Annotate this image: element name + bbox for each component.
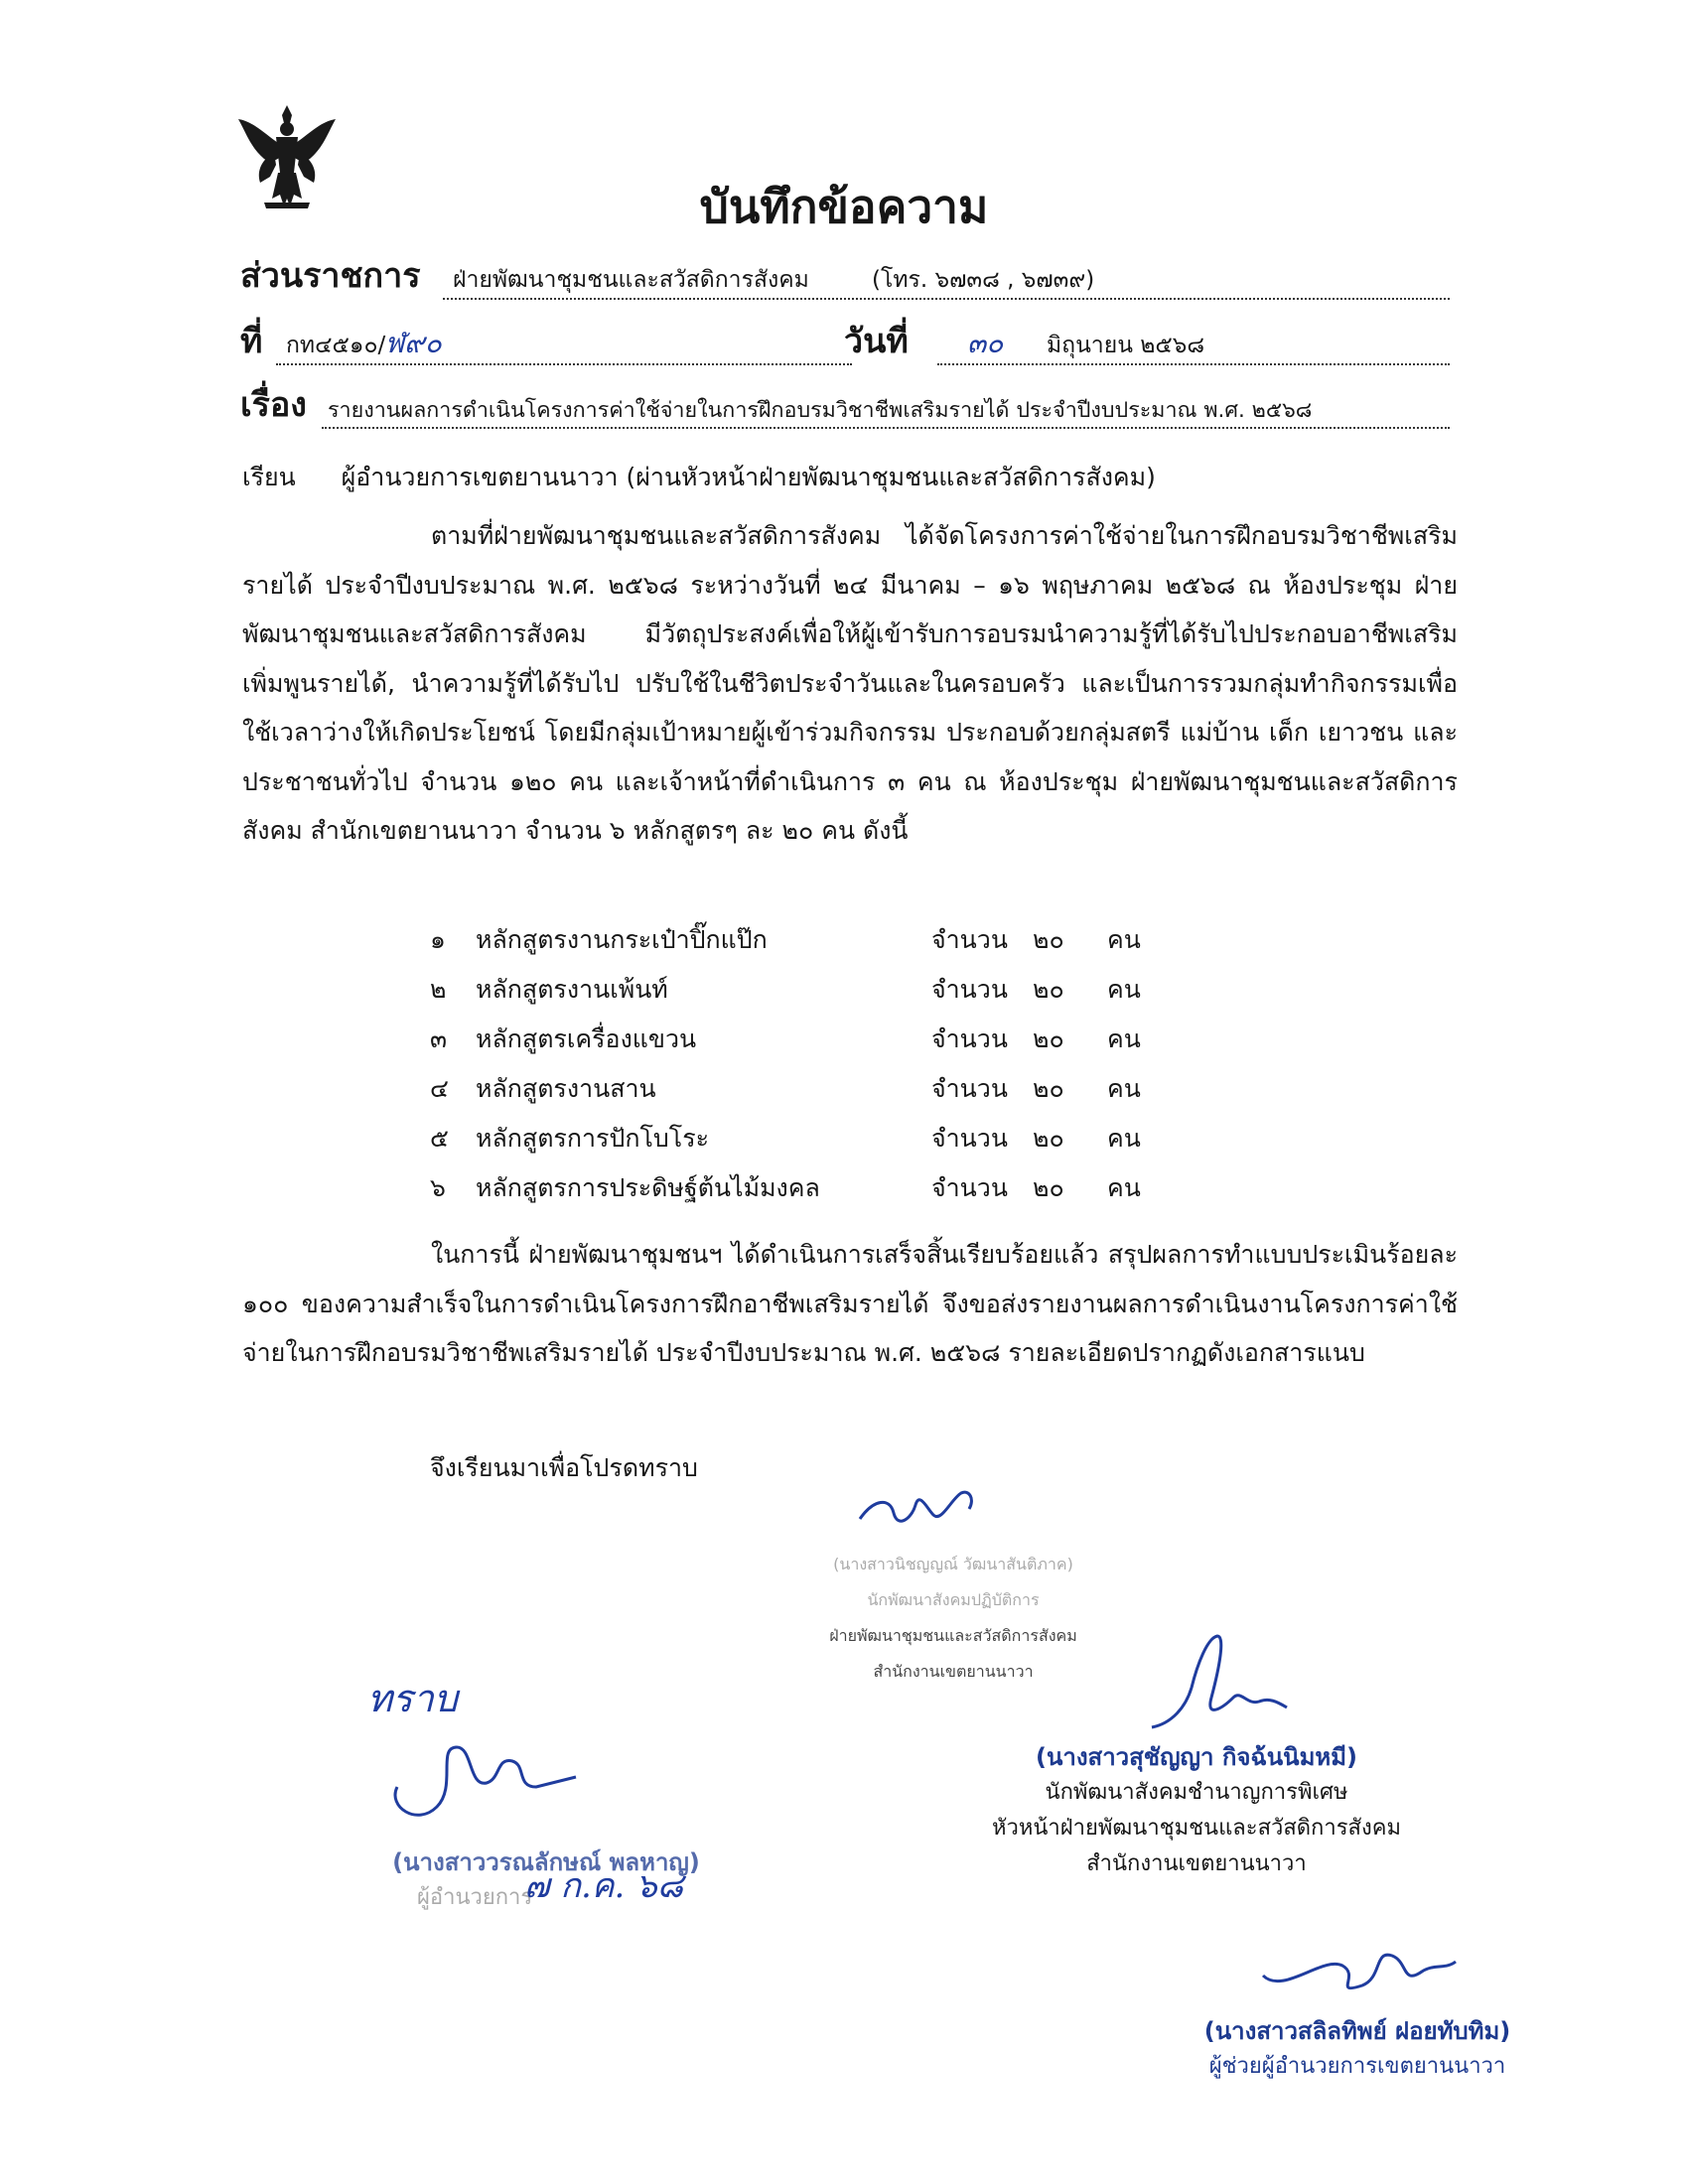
course-count: ๒๐: [1033, 1124, 1064, 1153]
course-row: [430, 1163, 1224, 1213]
course-row: [430, 1114, 1224, 1163]
signatory-4: [1144, 2013, 1571, 2085]
course-no: ๑: [430, 925, 446, 954]
course-unit: คน: [1107, 1074, 1141, 1103]
signatory-3-position: ผู้อำนวยการ: [417, 1885, 533, 1910]
signatory-1-unit: ฝ่ายพัฒนาชุมชนและสวัสดิการสังคม: [829, 1626, 1077, 1645]
signature-3: [377, 1727, 586, 1837]
course-count: ๒๐: [1033, 1173, 1064, 1202]
signatory-2-name: (นางสาวสุชัญญา กิจฉ้นนิมหมี): [1035, 1743, 1358, 1771]
course-row: [430, 1015, 1224, 1064]
course-unit: คน: [1107, 925, 1141, 954]
signature-1: [854, 1479, 983, 1539]
course-label: จำนวน: [931, 1124, 1008, 1153]
signatory-2-position: นักพัฒนาสังคมชำนาญการพิเศษ: [1045, 1780, 1348, 1805]
subject-value: รายงานผลการดำเนินโครงการค่าใช้จ่ายในการฝึกอบรมวิชาชีพเสริมรายได้ ประจำปีงบประมาณ พ.ศ. ๒๕๖๘: [328, 398, 1313, 423]
course-name: หลักสูตรงานสาน: [476, 1074, 656, 1103]
date-label: วันที่: [844, 322, 909, 361]
signatory-1-position: นักพัฒนาสังคมปฏิบัติการ: [867, 1590, 1040, 1609]
number-label: ที่: [240, 322, 263, 361]
course-count: ๒๐: [1033, 1024, 1064, 1053]
dotted-line: [937, 363, 1450, 365]
dotted-line: [443, 298, 1450, 300]
course-name: หลักสูตรงานกระเป๋าปิ๊กแป๊ก: [476, 925, 768, 954]
signatory-4-position: ผู้ช่วยผู้อำนวยการเขตยานนาวา: [1208, 2054, 1506, 2079]
course-row: [430, 915, 1224, 965]
course-unit: คน: [1107, 975, 1141, 1004]
handwritten-date: ๗ ก.ค. ๖๘: [524, 1866, 683, 1906]
greeting: [242, 458, 1156, 497]
course-no: ๒: [430, 975, 447, 1004]
signatory-3-name: (นางสาววรณลักษณ์ พลหาญ): [392, 1848, 700, 1876]
course-unit: คน: [1107, 1173, 1141, 1202]
closing-line: จึงเรียนมาเพื่อโปรดทราบ: [430, 1453, 698, 1482]
course-name: หลักสูตรงานเพ้นท์: [476, 975, 668, 1004]
course-no: ๓: [430, 1024, 448, 1053]
course-unit: คน: [1107, 1024, 1141, 1053]
agency-row: [240, 246, 1450, 306]
greeting-label: เรียน: [242, 463, 296, 491]
dotted-line: [322, 427, 1450, 429]
signatory-2: [983, 1739, 1410, 1882]
course-unit: คน: [1107, 1124, 1141, 1153]
course-count: ๒๐: [1033, 1074, 1064, 1103]
date-value: มิถุนายน ๒๕๖๘: [1047, 333, 1205, 358]
body-paragraph-2: ในการนี้ ฝ่ายพัฒนาชุมชนฯ ได้ดำเนินการเสร็จสิ้นเรียบร้อยแล้ว สรุปผลการทำแบบประเมินร้อยละ ๑๐๐ ของความสำเร็จในการดำเนินโครงการฝึกอาชีพเสริมรายได้ จึงขอส่งรายงานผลการดำเนินงานโครงการค่าใช้จ่ายในการฝึกอบรมวิชาชีพเสริมรายได้ ประจำปีงบประมาณ พ.ศ. ๒๕๖๘ รายละเอียดปรากฏดังเอกสารแนบ: [242, 1240, 1458, 1367]
course-list: [430, 915, 1224, 1213]
dotted-line: [276, 363, 852, 365]
document-title: บันทึกข้อความ: [699, 180, 989, 233]
course-count: ๒๐: [1033, 975, 1064, 1004]
course-label: จำนวน: [931, 1024, 1008, 1053]
handwritten-number: ฬ๙๐: [385, 327, 442, 359]
signatory-4-name: (นางสาวสลิลทิพย์ ฝอยทับทิม): [1203, 2017, 1511, 2045]
agency-value: ฝ่ายพัฒนาชุมชนและสวัสดิการสังคม: [453, 267, 809, 293]
handwritten-approval: ทราบ: [367, 1677, 458, 1720]
course-row: [430, 965, 1224, 1015]
signature-2: [1142, 1628, 1291, 1747]
course-no: ๖: [430, 1173, 446, 1202]
course-no: ๔: [430, 1074, 449, 1103]
course-name: หลักสูตรการปักโบโระ: [476, 1124, 710, 1153]
course-count: ๒๐: [1033, 925, 1064, 954]
body-paragraph-1: ตามที่ฝ่ายพัฒนาชุมชนและสวัสดิการสังคม ได้จัดโครงการค่าใช้จ่ายในการฝึกอบรมวิชาชีพเสริมรายได้ ประจำปีงบประมาณ พ.ศ. ๒๕๖๘ ระหว่างวันที่ ๒๔ มีนาคม – ๑๖ พฤษภาคม ๒๕๖๘ ณ ห้องประชุม ฝ่ายพัฒนาชุมชนและสวัสดิการสังคม มีวัตถุประสงค์เพื่อให้ผู้เข้ารับการอบรมนำความรู้ที่ได้รับไปประกอบอาชีพเสริมเพิ่มพูนรายได้, นำความรู้ที่ได้รับไป ปรับใช้ในชีวิตประจำวันและในครอบครัว และเป็นการรวมกลุ่มทำกิจกรรมเพื่อใช้เวลาว่างให้เกิดประโยชน์ โดยมีกลุ่มเป้าหมายผู้เข้าร่วมกิจกรรม ประกอบด้วยกลุ่มสตรี แม่บ้าน เด็ก เยาวชน และประชาชนทั่วไป จำนวน ๑๒๐ คน และเจ้าหน้าที่ดำเนินการ ๓ คน ณ ห้องประชุม ฝ่ายพัฒนาชุมชนและสวัสดิการสังคม สำนักเขตยานนาวา จำนวน ๖ หลักสูตรๆ ละ ๒๐ คน ดังนี้: [242, 521, 1459, 845]
course-label: จำนวน: [931, 925, 1008, 954]
signatory-1-office: สำนักงานเขตยานนาวา: [873, 1662, 1034, 1681]
number-value: กท๔๕๑๐/: [286, 333, 386, 358]
signatory-2-office: สำนักงานเขตยานนาวา: [1086, 1851, 1307, 1876]
course-label: จำนวน: [931, 1173, 1008, 1202]
handwritten-day: ๓๐: [967, 327, 1004, 359]
course-label: จำนวน: [931, 975, 1008, 1004]
number-date-row: [240, 312, 1450, 371]
greeting-value: ผู้อำนวยการเขตยานนาวา (ผ่านหัวหน้าฝ่ายพัฒนาชุมชนและสวัสดิการสังคม): [341, 463, 1156, 491]
subject-row: [240, 375, 1450, 435]
signatory-1-name: (นางสาวนิชญญณ์ วัฒนาสันติภาค): [833, 1555, 1073, 1573]
signatory-1: [715, 1547, 1192, 1690]
course-row: [430, 1064, 1224, 1114]
course-label: จำนวน: [931, 1074, 1008, 1103]
agency-phone: (โทร. ๖๗๓๘ , ๖๗๓๙): [872, 267, 1095, 293]
course-no: ๕: [430, 1124, 449, 1153]
agency-label: ส่วนราชการ: [240, 256, 421, 296]
signatory-2-unit: หัวหน้าฝ่ายพัฒนาชุมชนและสวัสดิการสังคม: [992, 1816, 1401, 1841]
signature-4: [1253, 1936, 1462, 2005]
course-name: หลักสูตรการประดิษฐ์ต้นไม้มงคล: [476, 1173, 820, 1202]
subject-label: เรื่อง: [240, 385, 307, 425]
course-name: หลักสูตรเครื่องแขวน: [476, 1024, 697, 1053]
